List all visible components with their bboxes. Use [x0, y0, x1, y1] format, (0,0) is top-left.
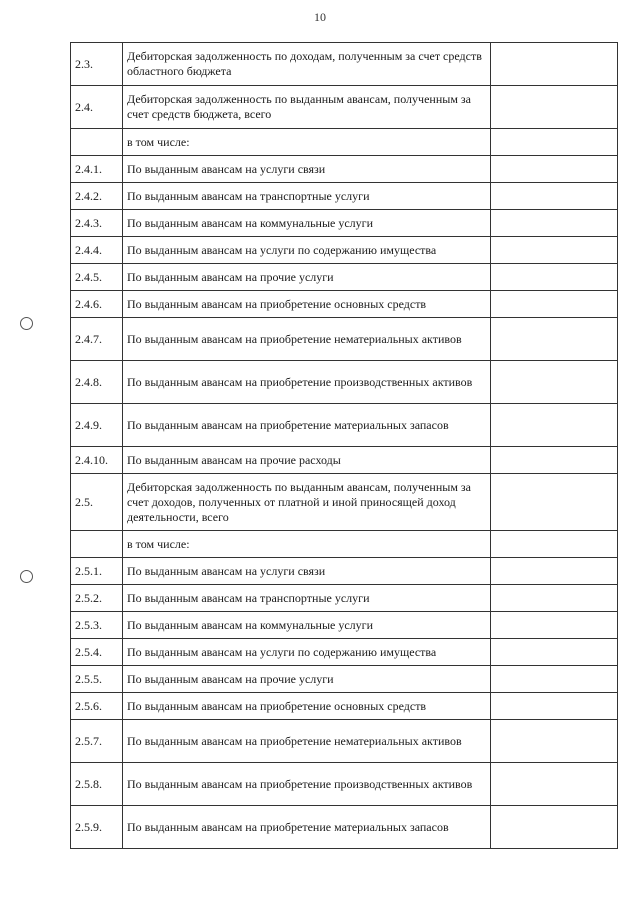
row-number-cell: 2.4.8.: [71, 361, 123, 404]
table-row: [71, 156, 618, 183]
table-row: [71, 806, 618, 849]
row-description-cell: Дебиторская задолженность по выданным авансам, полученным за счет доходов, полученных от платной и иной приносящей доход деятельности, всего: [123, 474, 491, 531]
row-number-cell: 2.4.7.: [71, 318, 123, 361]
table-row: [71, 447, 618, 474]
row-value-cell: [491, 806, 618, 849]
row-value-cell: [491, 361, 618, 404]
row-number-cell: 2.5.4.: [71, 639, 123, 666]
row-description-cell: По выданным авансам на приобретение производственных активов: [123, 763, 491, 806]
row-description-cell: Дебиторская задолженность по выданным авансам, полученным за счет средств бюджета, всего: [123, 86, 491, 129]
punch-hole-mark: [20, 570, 33, 583]
row-number-cell: 2.4.6.: [71, 291, 123, 318]
table-row: [71, 474, 618, 531]
row-description-cell: По выданным авансам на транспортные услуги: [123, 585, 491, 612]
table-row: [71, 129, 618, 156]
row-value-cell: [491, 156, 618, 183]
table-row: [71, 291, 618, 318]
row-description-cell: По выданным авансам на приобретение нематериальных активов: [123, 318, 491, 361]
row-description-cell: По выданным авансам на прочие услуги: [123, 264, 491, 291]
row-number-cell: 2.5.8.: [71, 763, 123, 806]
table-row: [71, 86, 618, 129]
row-value-cell: [491, 474, 618, 531]
row-number-cell: 2.4.4.: [71, 237, 123, 264]
table-row: [71, 612, 618, 639]
row-description-cell: По выданным авансам на коммунальные услуги: [123, 210, 491, 237]
row-value-cell: [491, 666, 618, 693]
table-row: [71, 531, 618, 558]
row-number-cell: 2.5.2.: [71, 585, 123, 612]
row-value-cell: [491, 43, 618, 86]
row-number-cell: 2.4.1.: [71, 156, 123, 183]
debt-table-body: [71, 43, 618, 849]
row-value-cell: [491, 291, 618, 318]
row-description-cell: Дебиторская задолженность по доходам, полученным за счет средств областного бюджета: [123, 43, 491, 86]
row-description-cell: По выданным авансам на приобретение материальных запасов: [123, 404, 491, 447]
table-row: [71, 237, 618, 264]
row-value-cell: [491, 531, 618, 558]
table-row: [71, 183, 618, 210]
row-value-cell: [491, 210, 618, 237]
row-value-cell: [491, 447, 618, 474]
row-value-cell: [491, 404, 618, 447]
table-row: [71, 763, 618, 806]
row-description-cell: По выданным авансам на услуги по содержанию имущества: [123, 639, 491, 666]
row-description-cell: По выданным авансам на услуги связи: [123, 558, 491, 585]
table-row: [71, 585, 618, 612]
table-row: [71, 318, 618, 361]
row-number-cell: 2.4.3.: [71, 210, 123, 237]
row-number-cell: 2.4.5.: [71, 264, 123, 291]
row-value-cell: [491, 720, 618, 763]
row-value-cell: [491, 558, 618, 585]
row-value-cell: [491, 264, 618, 291]
page-number: 10: [314, 10, 326, 24]
row-description-cell: По выданным авансам на прочие расходы: [123, 447, 491, 474]
row-number-cell: 2.4.: [71, 86, 123, 129]
row-value-cell: [491, 612, 618, 639]
row-description-cell: По выданным авансам на услуги связи: [123, 156, 491, 183]
table-row: [71, 693, 618, 720]
table-row: [71, 210, 618, 237]
table-row: [71, 558, 618, 585]
row-description-cell: в том числе:: [123, 531, 491, 558]
row-number-cell: 2.5.7.: [71, 720, 123, 763]
row-value-cell: [491, 763, 618, 806]
row-number-cell: 2.5.9.: [71, 806, 123, 849]
row-value-cell: [491, 237, 618, 264]
punch-hole-mark: [20, 317, 33, 330]
table-row: [71, 43, 618, 86]
row-description-cell: По выданным авансам на услуги по содержанию имущества: [123, 237, 491, 264]
row-value-cell: [491, 86, 618, 129]
row-number-cell: 2.5.: [71, 474, 123, 531]
row-value-cell: [491, 693, 618, 720]
row-number-cell: 2.5.3.: [71, 612, 123, 639]
row-number-cell: 2.3.: [71, 43, 123, 86]
table-row: [71, 361, 618, 404]
row-description-cell: По выданным авансам на приобретение основных средств: [123, 693, 491, 720]
table-row: [71, 666, 618, 693]
row-description-cell: По выданным авансам на прочие услуги: [123, 666, 491, 693]
row-number-cell: 2.5.5.: [71, 666, 123, 693]
row-number-cell: [71, 531, 123, 558]
table-row: [71, 639, 618, 666]
row-description-cell: По выданным авансам на приобретение основных средств: [123, 291, 491, 318]
table-row: [71, 264, 618, 291]
row-value-cell: [491, 639, 618, 666]
row-value-cell: [491, 129, 618, 156]
row-number-cell: 2.4.2.: [71, 183, 123, 210]
row-description-cell: в том числе:: [123, 129, 491, 156]
row-number-cell: 2.5.6.: [71, 693, 123, 720]
row-description-cell: По выданным авансам на приобретение материальных запасов: [123, 806, 491, 849]
row-number-cell: 2.4.9.: [71, 404, 123, 447]
row-description-cell: По выданным авансам на приобретение производственных активов: [123, 361, 491, 404]
row-number-cell: 2.5.1.: [71, 558, 123, 585]
table-row: [71, 720, 618, 763]
row-value-cell: [491, 585, 618, 612]
row-description-cell: По выданным авансам на транспортные услуги: [123, 183, 491, 210]
row-description-cell: По выданным авансам на приобретение нематериальных активов: [123, 720, 491, 763]
row-number-cell: [71, 129, 123, 156]
row-value-cell: [491, 183, 618, 210]
row-number-cell: 2.4.10.: [71, 447, 123, 474]
row-value-cell: [491, 318, 618, 361]
table-row: [71, 404, 618, 447]
row-description-cell: По выданным авансам на коммунальные услуги: [123, 612, 491, 639]
debt-table: [70, 42, 618, 849]
